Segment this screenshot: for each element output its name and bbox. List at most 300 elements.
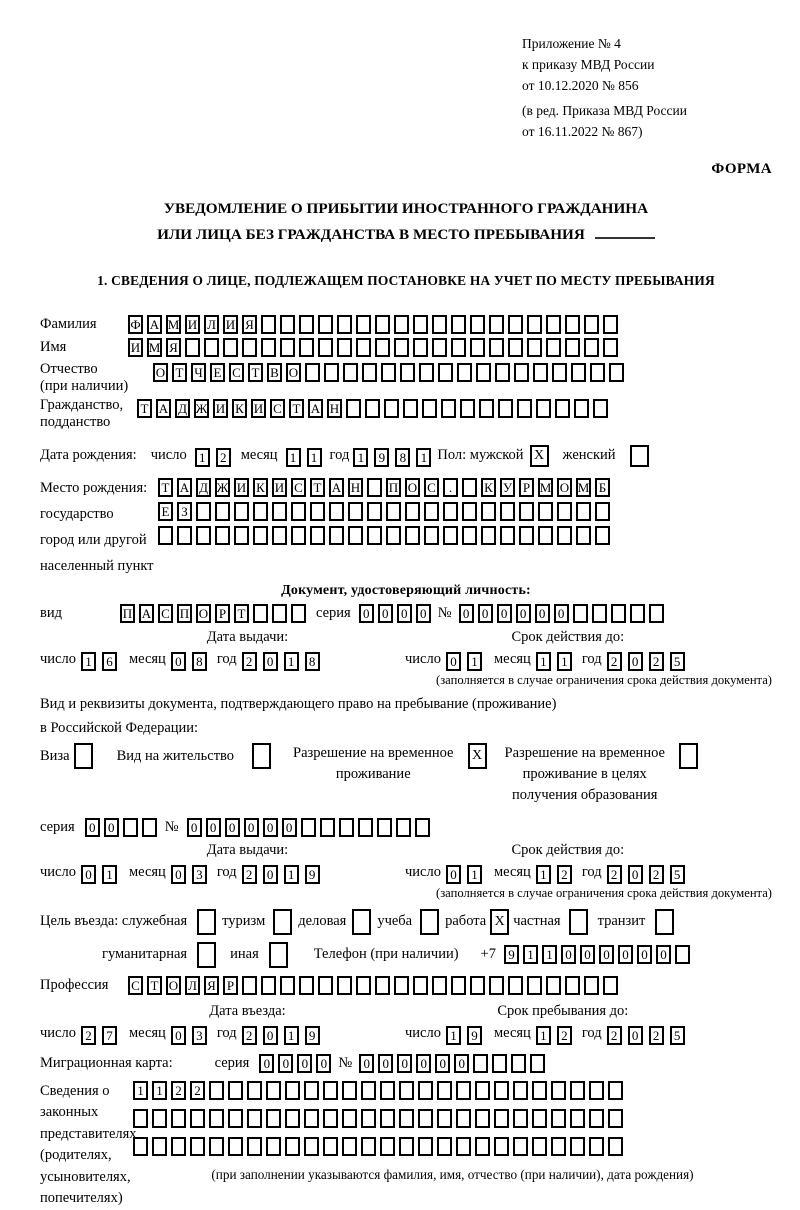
char-cell[interactable] [608,1109,623,1128]
char-cell[interactable] [451,338,466,357]
char-cell[interactable]: 9 [305,865,320,884]
char-cell[interactable]: 1 [195,448,210,467]
char-cell[interactable]: 1 [536,865,551,884]
char-cell[interactable] [171,1109,186,1128]
char-cell[interactable]: 1 [284,652,299,671]
char-cell[interactable] [527,338,542,357]
char-cell[interactable]: Т [289,399,304,418]
char-cell[interactable] [356,976,371,995]
char-cell[interactable]: Л [204,315,219,334]
char-cell[interactable] [418,1137,433,1156]
char-cell[interactable] [462,502,477,521]
checkbox-female[interactable] [630,445,649,467]
char-cell[interactable] [305,363,320,382]
char-cell[interactable] [142,818,157,837]
char-cell[interactable]: 0 [297,1054,312,1073]
char-cell[interactable]: Л [185,976,200,995]
char-cell[interactable]: 0 [416,1054,431,1073]
char-cell[interactable]: 1 [284,1026,299,1045]
char-cell[interactable]: С [270,399,285,418]
char-cell[interactable] [318,315,333,334]
checkbox-private[interactable] [569,909,588,935]
char-cell[interactable] [272,604,287,623]
char-cell[interactable] [223,338,238,357]
char-cell[interactable]: 0 [259,1054,274,1073]
char-cell[interactable]: 0 [244,818,259,837]
char-cell[interactable]: 0 [171,652,186,671]
char-cell[interactable] [457,363,472,382]
char-cell[interactable]: Я [204,976,219,995]
char-cell[interactable] [310,526,325,545]
char-cell[interactable] [204,338,219,357]
char-cell[interactable] [403,399,418,418]
char-cell[interactable]: А [308,399,323,418]
char-cell[interactable] [190,1109,205,1128]
char-cell[interactable]: Н [348,478,363,497]
char-cell[interactable]: 1 [523,945,538,964]
char-cell[interactable]: 0 [628,1026,643,1045]
char-cell[interactable] [603,315,618,334]
char-cell[interactable] [375,338,390,357]
char-cell[interactable] [500,526,515,545]
char-cell[interactable]: 8 [395,448,410,467]
char-cell[interactable]: П [177,604,192,623]
char-cell[interactable] [576,502,591,521]
char-cell[interactable]: 0 [378,1054,393,1073]
char-cell[interactable]: 0 [554,604,569,623]
char-cell[interactable] [380,1137,395,1156]
char-cell[interactable]: 1 [286,448,301,467]
char-cell[interactable]: О [557,478,572,497]
char-cell[interactable] [494,1137,509,1156]
char-cell[interactable] [228,1109,243,1128]
char-cell[interactable]: 0 [416,604,431,623]
char-cell[interactable]: И [251,399,266,418]
char-cell[interactable] [266,1109,281,1128]
char-cell[interactable] [228,1081,243,1100]
char-cell[interactable]: 1 [542,945,557,964]
char-cell[interactable] [242,976,257,995]
char-cell[interactable] [584,338,599,357]
char-cell[interactable]: С [128,976,143,995]
char-cell[interactable] [318,338,333,357]
char-cell[interactable] [437,1137,452,1156]
char-cell[interactable]: Р [223,976,238,995]
char-cell[interactable]: Т [158,478,173,497]
char-cell[interactable]: 2 [649,652,664,671]
char-cell[interactable]: 2 [81,1026,96,1045]
char-cell[interactable]: 2 [557,865,572,884]
char-cell[interactable] [285,1109,300,1128]
char-cell[interactable]: А [156,399,171,418]
char-cell[interactable] [399,1109,414,1128]
char-cell[interactable]: 0 [435,1054,450,1073]
char-cell[interactable] [593,399,608,418]
char-cell[interactable] [565,976,580,995]
char-cell[interactable] [570,1081,585,1100]
char-cell[interactable] [234,502,249,521]
char-cell[interactable] [595,526,610,545]
char-cell[interactable] [418,1109,433,1128]
char-cell[interactable] [399,1081,414,1100]
char-cell[interactable]: 2 [607,652,622,671]
char-cell[interactable] [460,399,475,418]
checkbox-temp-residence[interactable]: X [468,743,487,769]
char-cell[interactable] [380,1109,395,1128]
char-cell[interactable] [261,338,276,357]
char-cell[interactable]: 0 [316,1054,331,1073]
char-cell[interactable] [589,1109,604,1128]
char-cell[interactable] [595,502,610,521]
char-cell[interactable] [557,526,572,545]
char-cell[interactable] [242,338,257,357]
char-cell[interactable] [291,502,306,521]
char-cell[interactable] [432,338,447,357]
char-cell[interactable] [413,338,428,357]
char-cell[interactable]: 3 [192,1026,207,1045]
char-cell[interactable] [508,315,523,334]
char-cell[interactable] [546,315,561,334]
char-cell[interactable] [291,604,306,623]
char-cell[interactable] [339,818,354,837]
char-cell[interactable] [589,1137,604,1156]
char-cell[interactable]: 8 [192,652,207,671]
char-cell[interactable]: 0 [171,865,186,884]
char-cell[interactable] [551,1109,566,1128]
char-cell[interactable]: Е [210,363,225,382]
char-cell[interactable] [337,315,352,334]
char-cell[interactable]: 0 [580,945,595,964]
char-cell[interactable]: 0 [637,945,652,964]
char-cell[interactable]: М [539,479,552,495]
char-cell[interactable]: 2 [607,865,622,884]
char-cell[interactable]: Е [158,502,173,521]
char-cell[interactable] [266,1081,281,1100]
char-cell[interactable] [571,363,586,382]
char-cell[interactable] [603,338,618,357]
char-cell[interactable] [405,526,420,545]
char-cell[interactable] [479,399,494,418]
char-cell[interactable]: 1 [467,652,482,671]
char-cell[interactable] [675,945,690,964]
char-cell[interactable] [608,1081,623,1100]
char-cell[interactable] [489,338,504,357]
char-cell[interactable] [438,363,453,382]
char-cell[interactable] [413,976,428,995]
char-cell[interactable] [394,338,409,357]
char-cell[interactable] [253,502,268,521]
char-cell[interactable]: 1 [81,652,96,671]
char-cell[interactable]: 2 [242,1026,257,1045]
char-cell[interactable]: К [481,478,496,497]
char-cell[interactable] [584,976,599,995]
checkbox-business[interactable] [352,909,371,935]
char-cell[interactable]: 3 [192,865,207,884]
char-cell[interactable] [494,1109,509,1128]
char-cell[interactable] [527,976,542,995]
char-cell[interactable]: М [167,316,180,332]
char-cell[interactable]: 9 [504,945,519,964]
char-cell[interactable]: 1 [133,1081,148,1100]
char-cell[interactable] [437,1081,452,1100]
checkbox-other[interactable] [269,942,288,968]
char-cell[interactable]: 0 [263,652,278,671]
char-cell[interactable] [418,1081,433,1100]
char-cell[interactable] [133,1137,148,1156]
char-cell[interactable]: О [196,604,211,623]
char-cell[interactable] [451,976,466,995]
char-cell[interactable]: 5 [670,652,685,671]
char-cell[interactable] [228,1137,243,1156]
char-cell[interactable] [367,502,382,521]
char-cell[interactable] [291,526,306,545]
char-cell[interactable] [234,526,249,545]
char-cell[interactable]: 2 [607,1026,622,1045]
char-cell[interactable]: 2 [649,865,664,884]
char-cell[interactable] [552,363,567,382]
char-cell[interactable]: 6 [102,652,117,671]
char-cell[interactable] [158,526,173,545]
char-cell[interactable] [584,315,599,334]
char-cell[interactable]: Б [595,478,610,497]
char-cell[interactable]: Р [215,604,230,623]
char-cell[interactable]: Т [310,478,325,497]
char-cell[interactable] [209,1109,224,1128]
char-cell[interactable]: 2 [171,1081,186,1100]
char-cell[interactable]: 0 [397,1054,412,1073]
char-cell[interactable] [424,502,439,521]
char-cell[interactable] [424,526,439,545]
char-cell[interactable] [261,315,276,334]
char-cell[interactable]: К [232,399,247,418]
char-cell[interactable]: 0 [187,818,202,837]
char-cell[interactable]: 0 [516,604,531,623]
char-cell[interactable] [324,363,339,382]
char-cell[interactable] [530,1054,545,1073]
char-cell[interactable]: 2 [242,865,257,884]
char-cell[interactable] [511,1054,526,1073]
char-cell[interactable]: Т [172,363,187,382]
char-cell[interactable]: 0 [171,1026,186,1045]
char-cell[interactable]: С [229,363,244,382]
checkbox-humanitarian[interactable] [197,942,216,968]
char-cell[interactable]: О [405,478,420,497]
char-cell[interactable]: И [185,315,200,334]
char-cell[interactable]: 5 [670,865,685,884]
char-cell[interactable] [475,1109,490,1128]
char-cell[interactable]: 0 [282,818,297,837]
char-cell[interactable] [492,1054,507,1073]
char-cell[interactable]: 0 [263,865,278,884]
char-cell[interactable]: 0 [104,818,119,837]
char-cell[interactable] [320,818,335,837]
char-cell[interactable]: 1 [557,652,572,671]
char-cell[interactable]: 0 [656,945,671,964]
char-cell[interactable] [396,818,411,837]
char-cell[interactable] [361,1081,376,1100]
char-cell[interactable]: 1 [467,865,482,884]
char-cell[interactable] [609,363,624,382]
checkbox-transit[interactable] [655,909,674,935]
char-cell[interactable]: 0 [206,818,221,837]
char-cell[interactable] [253,604,268,623]
checkbox-study[interactable] [420,909,439,935]
char-cell[interactable] [470,976,485,995]
char-cell[interactable] [570,1109,585,1128]
char-cell[interactable]: Я [166,338,181,357]
char-cell[interactable] [190,1137,205,1156]
char-cell[interactable] [405,502,420,521]
char-cell[interactable] [508,976,523,995]
char-cell[interactable] [272,526,287,545]
char-cell[interactable] [386,502,401,521]
char-cell[interactable] [456,1109,471,1128]
char-cell[interactable] [498,399,513,418]
char-cell[interactable] [519,526,534,545]
char-cell[interactable] [538,526,553,545]
char-cell[interactable]: 0 [535,604,550,623]
char-cell[interactable]: 0 [599,945,614,964]
char-cell[interactable]: 0 [278,1054,293,1073]
char-cell[interactable] [348,502,363,521]
char-cell[interactable]: 1 [446,1026,461,1045]
char-cell[interactable] [649,604,664,623]
char-cell[interactable] [266,1137,281,1156]
char-cell[interactable]: 1 [416,448,431,467]
char-cell[interactable] [500,502,515,521]
char-cell[interactable] [365,399,380,418]
char-cell[interactable] [215,502,230,521]
char-cell[interactable] [323,1081,338,1100]
char-cell[interactable] [362,363,377,382]
char-cell[interactable]: Ф [128,315,143,334]
char-cell[interactable] [494,1081,509,1100]
char-cell[interactable]: 9 [374,448,389,467]
char-cell[interactable]: 2 [216,448,231,467]
char-cell[interactable] [514,363,529,382]
char-cell[interactable]: 0 [478,604,493,623]
char-cell[interactable] [473,1054,488,1073]
char-cell[interactable] [384,399,399,418]
char-cell[interactable]: И [234,478,249,497]
char-cell[interactable]: 2 [649,1026,664,1045]
char-cell[interactable] [489,315,504,334]
char-cell[interactable] [381,363,396,382]
checkbox-residence-permit[interactable] [252,743,271,769]
char-cell[interactable] [299,315,314,334]
char-cell[interactable] [538,502,553,521]
char-cell[interactable] [247,1081,262,1100]
char-cell[interactable]: 0 [85,818,100,837]
char-cell[interactable]: 0 [263,818,278,837]
char-cell[interactable] [508,338,523,357]
char-cell[interactable]: Т [137,399,152,418]
char-cell[interactable] [247,1109,262,1128]
char-cell[interactable]: 7 [102,1026,117,1045]
char-cell[interactable] [570,1137,585,1156]
char-cell[interactable]: 0 [397,604,412,623]
char-cell[interactable]: И [128,338,143,357]
char-cell[interactable] [356,338,371,357]
char-cell[interactable] [576,526,591,545]
char-cell[interactable] [574,399,589,418]
char-cell[interactable] [377,818,392,837]
char-cell[interactable] [513,1109,528,1128]
char-cell[interactable]: П [120,604,135,623]
char-cell[interactable] [261,976,276,995]
char-cell[interactable] [532,1109,547,1128]
char-cell[interactable]: С [424,478,439,497]
char-cell[interactable]: 8 [305,652,320,671]
char-cell[interactable]: С [291,478,306,497]
char-cell[interactable]: А [329,478,344,497]
char-cell[interactable]: О [286,363,301,382]
char-cell[interactable]: 5 [670,1026,685,1045]
char-cell[interactable]: 0 [359,1054,374,1073]
char-cell[interactable] [456,1137,471,1156]
char-cell[interactable] [551,1137,566,1156]
char-cell[interactable]: 2 [190,1081,205,1100]
char-cell[interactable] [533,363,548,382]
char-cell[interactable]: Я [242,315,257,334]
char-cell[interactable] [310,502,325,521]
char-cell[interactable] [247,1137,262,1156]
char-cell[interactable] [272,502,287,521]
char-cell[interactable] [419,363,434,382]
char-cell[interactable]: 0 [446,865,461,884]
char-cell[interactable] [185,338,200,357]
char-cell[interactable] [513,1137,528,1156]
char-cell[interactable] [462,526,477,545]
char-cell[interactable] [280,338,295,357]
char-cell[interactable] [209,1137,224,1156]
char-cell[interactable] [443,502,458,521]
char-cell[interactable] [361,1137,376,1156]
char-cell[interactable]: 0 [459,604,474,623]
char-cell[interactable] [470,338,485,357]
char-cell[interactable] [517,399,532,418]
char-cell[interactable] [432,315,447,334]
char-cell[interactable] [343,363,358,382]
char-cell[interactable]: Ж [195,400,208,416]
char-cell[interactable]: У [500,478,515,497]
checkbox-official[interactable] [197,909,216,935]
char-cell[interactable]: З [177,502,192,521]
char-cell[interactable] [209,1081,224,1100]
char-cell[interactable]: И [213,399,228,418]
char-cell[interactable] [513,1081,528,1100]
char-cell[interactable] [565,338,580,357]
char-cell[interactable] [589,1081,604,1100]
char-cell[interactable] [532,1137,547,1156]
char-cell[interactable] [603,976,618,995]
char-cell[interactable] [400,363,415,382]
char-cell[interactable] [432,976,447,995]
char-cell[interactable] [462,478,477,497]
char-cell[interactable]: 0 [497,604,512,623]
char-cell[interactable]: 9 [305,1026,320,1045]
char-cell[interactable]: А [139,604,154,623]
char-cell[interactable]: 1 [284,865,299,884]
char-cell[interactable]: 0 [263,1026,278,1045]
char-cell[interactable]: 1 [152,1081,167,1100]
char-cell[interactable] [536,399,551,418]
char-cell[interactable]: 1 [536,1026,551,1045]
char-cell[interactable] [367,478,382,497]
char-cell[interactable] [555,399,570,418]
char-cell[interactable] [592,604,607,623]
char-cell[interactable] [481,502,496,521]
